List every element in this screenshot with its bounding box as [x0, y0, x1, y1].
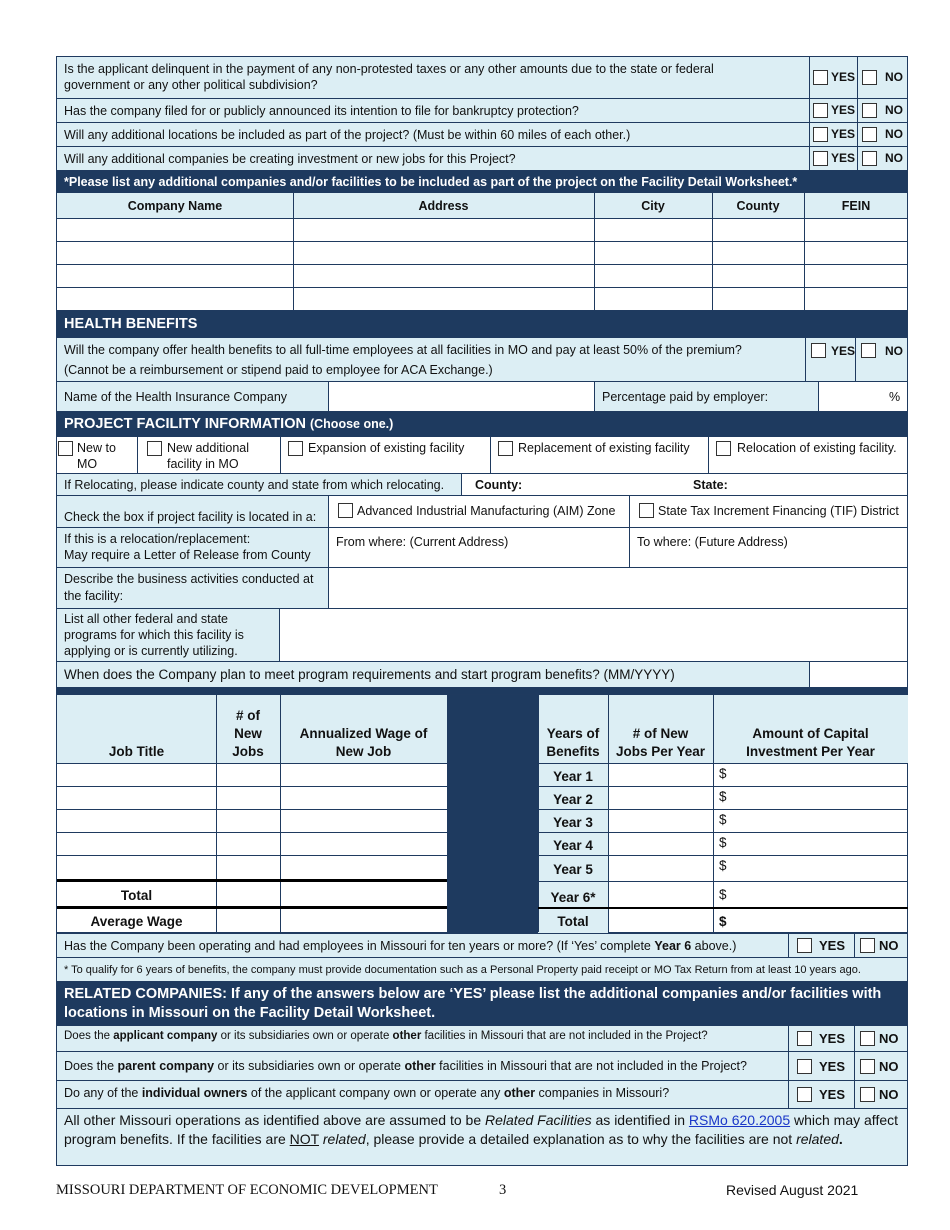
header-years-2: Benefits	[546, 744, 600, 759]
related-question-text: Does the parent company or its subsidiaries own or operate other facilities in Missouri that are not included in the Project?	[64, 1059, 747, 1073]
question-row-additional-locations	[56, 122, 908, 146]
question-row-delinquent	[56, 56, 908, 98]
related-companies-bar	[56, 981, 908, 1025]
ten-year-row	[56, 933, 908, 957]
yes-label: YES	[819, 1031, 846, 1046]
facility-options-row	[56, 436, 908, 473]
new-additional-facility-checkbox[interactable]	[147, 441, 162, 456]
insurance-row	[56, 381, 908, 411]
insurance-company-label: Name of the Health Insurance Company	[64, 390, 288, 404]
year-label: Year 3	[553, 815, 593, 830]
related-question-applicant	[56, 1025, 908, 1051]
relocation-label-1: If this is a relocation/replacement:	[64, 532, 251, 546]
county-label: County:	[475, 478, 523, 492]
related-title-1: RELATED COMPANIES: If any of the answers below are ‘YES’ please list the additional companies and/or facilities with	[64, 986, 882, 1002]
no-label: NO	[879, 1059, 899, 1074]
programs-label-1: List all other federal and state	[64, 612, 228, 626]
total-label: Total	[120, 888, 153, 903]
zone-label: Check the box if project facility is located in a:	[64, 510, 317, 524]
jobs-table	[56, 694, 908, 933]
yes-checkbox[interactable]	[813, 70, 828, 85]
question-text: Is the applicant delinquent in the payment of any non-protested taxes or any other amounts due to the state or federal government or any other political subdivision?	[64, 62, 714, 92]
yes-checkbox[interactable]	[813, 151, 828, 166]
describe-label-1: Describe the business activities conducted at	[64, 572, 314, 586]
yes-checkbox[interactable]	[813, 103, 828, 118]
six-year-footnote: * To qualify for 6 years of benefits, the company must provide documentation such as a Personal Property paid receipt or MO Tax Return from at least 10 years ago.	[64, 964, 861, 976]
years-total-label: Total	[557, 914, 589, 929]
describe-activities-input[interactable]	[329, 569, 907, 607]
capital-dollar: $	[719, 858, 727, 873]
no-checkbox[interactable]	[860, 938, 875, 953]
header-years-1: Years of	[546, 726, 600, 741]
footer-revised: Revised August 2021	[726, 1182, 859, 1198]
yes-label: YES	[831, 344, 856, 358]
related-title-2: locations in Missouri on the Facility Detail Worksheet.	[64, 1005, 436, 1021]
new-additional-facility-label: New additional facility in MO	[167, 441, 249, 471]
yes-label: YES	[819, 1059, 846, 1074]
relocating-row	[56, 473, 908, 495]
related-question-text: Does the applicant company or its subsidiaries own or operate other facilities in Missouri that are not included in the Project?	[64, 1030, 708, 1042]
rsmo-link[interactable]: RSMo 620.2005	[688, 1112, 791, 1128]
no-label: NO	[885, 151, 903, 165]
section-divider	[56, 687, 908, 694]
new-to-mo-checkbox[interactable]	[58, 441, 73, 456]
header-company-name: Company Name	[127, 199, 223, 213]
describe-label-2: the facility:	[64, 589, 124, 603]
yes-checkbox[interactable]	[797, 1059, 812, 1074]
footnote-row	[56, 957, 908, 981]
no-checkbox[interactable]	[860, 1087, 875, 1102]
header-fein: FEIN	[841, 199, 871, 213]
no-checkbox[interactable]	[862, 151, 877, 166]
yes-checkbox[interactable]	[813, 127, 828, 142]
no-label: NO	[885, 344, 903, 358]
header-city: City	[641, 199, 665, 213]
no-label: NO	[879, 1087, 899, 1102]
yes-label: YES	[831, 70, 856, 84]
no-label: NO	[879, 938, 899, 953]
yes-label: YES	[831, 127, 856, 141]
related-question-owners	[56, 1080, 908, 1108]
year-label: Year 6*	[550, 890, 596, 905]
capital-dollar: $	[719, 812, 727, 827]
programs-label-2: programs for which this facility is	[64, 628, 244, 642]
question-text: Will any additional locations be included as part of the project? (Must be within 60 miles of each other.)	[64, 128, 631, 142]
no-label: NO	[885, 127, 903, 141]
header-new-jobs-1: # of New	[632, 726, 689, 741]
tif-district-label: State Tax Increment Financing (TIF) District	[658, 504, 899, 518]
footer-agency: MISSOURI DEPARTMENT OF ECONOMIC DEVELOPMENT	[56, 1182, 438, 1198]
question-row-additional-companies	[56, 146, 908, 170]
facility-info-note: (Choose one.)	[309, 417, 394, 431]
yes-label: YES	[831, 151, 856, 165]
health-question-line2: (Cannot be a reimbursement or stipend paid to employee for ACA Exchange.)	[64, 363, 493, 377]
to-address-label[interactable]: To where: (Future Address)	[637, 535, 788, 549]
question-row-bankruptcy	[56, 98, 908, 122]
header-county: County	[736, 199, 780, 213]
facility-notice: *Please list any additional companies and/or facilities to be included as part of the project on the Facility Detail Worksheet.*	[64, 175, 798, 189]
no-checkbox[interactable]	[861, 343, 876, 358]
no-checkbox[interactable]	[860, 1059, 875, 1074]
no-checkbox[interactable]	[862, 103, 877, 118]
facility-notice-bar	[56, 170, 908, 192]
no-checkbox[interactable]	[860, 1031, 875, 1046]
average-wage-label: Average Wage	[90, 914, 183, 929]
replacement-checkbox[interactable]	[498, 441, 513, 456]
jobs-table-separator	[447, 695, 538, 933]
from-address-label[interactable]: From where: (Current Address)	[336, 535, 509, 549]
health-question-line1: Will the company offer health benefits to all full-time employees at all facilities in MO and pay at least 50% of the premium?	[64, 343, 742, 357]
other-programs-input[interactable]	[280, 610, 907, 660]
describe-activities-row	[56, 567, 908, 608]
facility-info-title: PROJECT FACILITY INFORMATION	[64, 416, 306, 432]
header-address: Address	[418, 199, 469, 213]
relocation-label-2: May require a Letter of Release from County	[64, 548, 311, 562]
capital-dollar: $	[719, 887, 727, 902]
capital-dollar: $	[719, 835, 727, 850]
new-to-mo-label: New to MO	[77, 441, 116, 471]
footer-page-number: 3	[499, 1182, 507, 1198]
other-programs-row	[56, 608, 908, 661]
health-benefits-bar	[56, 310, 908, 337]
percentage-input[interactable]	[819, 383, 889, 410]
header-wage-2: New Job	[335, 744, 392, 759]
plan-question-row	[56, 661, 908, 687]
year-label: Year 2	[553, 792, 593, 807]
health-question-row	[56, 337, 908, 381]
no-label: NO	[885, 70, 903, 84]
relocation-checkbox[interactable]	[716, 441, 731, 456]
header-new-jobs-2: Jobs Per Year	[615, 744, 706, 759]
ten-year-question: Has the Company been operating and had employees in Missouri for ten years or more? (If ‘Yes’ complete Year 6 above.)	[64, 939, 737, 953]
capital-total-dollar: $	[719, 914, 727, 929]
no-label: NO	[885, 103, 903, 117]
header-wage-1: Annualized Wage of	[299, 726, 428, 741]
zone-row	[56, 495, 908, 527]
health-benefits-title: HEALTH BENEFITS	[64, 316, 198, 332]
capital-dollar: $	[719, 766, 727, 781]
question-text: Has the company filed for or publicly announced its intention to file for bankruptcy protection?	[64, 104, 579, 118]
question-text: Will any additional companies be creating investment or new jobs for this Project?	[64, 152, 516, 166]
expansion-label: Expansion of existing facility	[308, 441, 465, 455]
tif-district-checkbox[interactable]	[639, 503, 654, 518]
yes-checkbox[interactable]	[811, 343, 826, 358]
relocating-label: If Relocating, please indicate county and state from which relocating.	[64, 478, 445, 492]
yes-checkbox[interactable]	[797, 938, 812, 953]
yes-checkbox[interactable]	[797, 1031, 812, 1046]
yes-checkbox[interactable]	[797, 1087, 812, 1102]
header-capital-1: Amount of Capital	[752, 726, 869, 741]
yes-label: YES	[831, 103, 856, 117]
header-capital-2: Investment Per Year	[746, 744, 875, 759]
related-question-text: Do any of the individual owners of the applicant company own or operate any other companies in Missouri?	[64, 1086, 670, 1100]
no-checkbox[interactable]	[862, 70, 877, 85]
plan-date-input[interactable]	[810, 662, 907, 687]
year-label: Year 4	[553, 838, 593, 853]
year-label: Year 1	[553, 769, 593, 784]
facility-table	[56, 192, 908, 310]
header-num-jobs-1: # of	[235, 708, 260, 723]
header-job-title: Job Title	[108, 744, 165, 759]
no-label: NO	[879, 1031, 899, 1046]
header-num-jobs-2: New	[234, 726, 262, 741]
relocation-label: Relocation of existing facility.	[737, 441, 897, 455]
replacement-label: Replacement of existing facility	[518, 441, 690, 455]
header-num-jobs-3: Jobs	[232, 744, 264, 759]
related-question-parent	[56, 1051, 908, 1080]
yes-label: YES	[819, 1087, 846, 1102]
facility-info-bar	[56, 411, 908, 436]
insurance-company-input[interactable]	[329, 383, 593, 410]
capital-dollar: $	[719, 789, 727, 804]
state-label: State:	[693, 478, 728, 492]
percent-sign: %	[889, 390, 901, 404]
programs-label-3: applying or is currently utilizing.	[64, 644, 238, 658]
related-note-row	[56, 1108, 908, 1166]
related-note: All other Missouri operations as identified above are assumed to be Related Facilities as identified in RSMo 620.2005 which may affect program benefits. If the facilities are NOT related, please provide a detailed explanation as to why the facilities are not related.	[64, 1112, 899, 1147]
yes-label: YES	[819, 938, 846, 953]
aim-zone-checkbox[interactable]	[338, 503, 353, 518]
no-checkbox[interactable]	[862, 127, 877, 142]
expansion-checkbox[interactable]	[288, 441, 303, 456]
relocation-address-row	[56, 527, 908, 567]
aim-zone-label: Advanced Industrial Manufacturing (AIM) Zone	[357, 504, 616, 518]
percentage-label: Percentage paid by employer:	[602, 390, 769, 404]
plan-question: When does the Company plan to meet program requirements and start program benefits? (MM/YYYY)	[64, 667, 675, 682]
year-label: Year 5	[553, 862, 593, 877]
